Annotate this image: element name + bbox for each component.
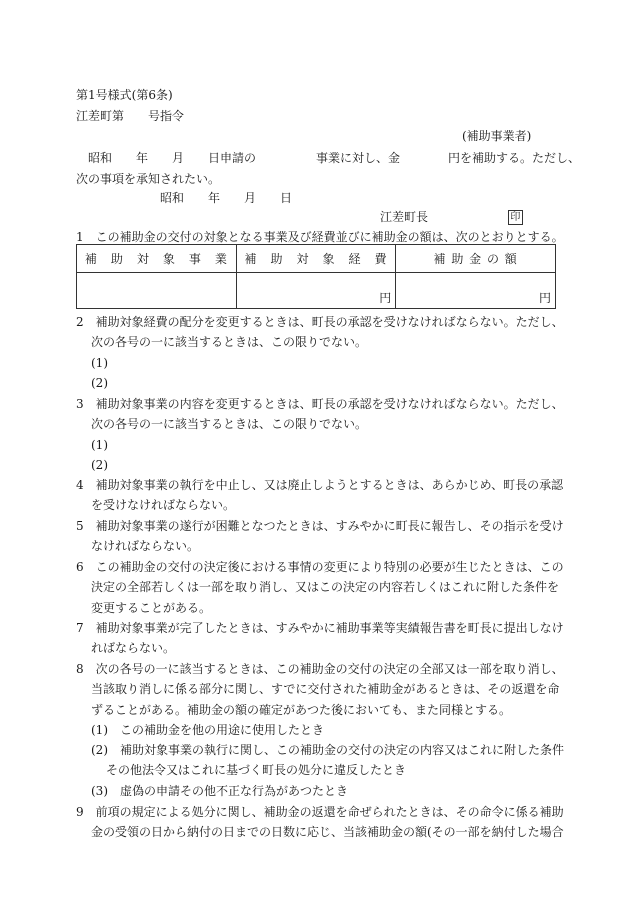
clause-line: 8 次の各号の一に該当するときは、この補助金の交付の決定の全部又は一部を取り消し、 <box>76 662 564 676</box>
clause-line: 次の各号の一に該当するときは、この限りでない。 <box>91 417 368 431</box>
clause-line: 6 この補助金の交付の決定後における事情の変更により特別の必要が生じたときは、この <box>76 560 564 574</box>
decision-line: 昭和 年 月 日申請の 事業に対し、金 円を補助する。ただし、 <box>88 151 581 165</box>
clause-subitem: (2) <box>91 458 108 472</box>
seal-box: 印 <box>508 210 523 225</box>
clause-subitem: (2) 補助対象事業の執行に関し、この補助金の交付の決定の内容又はこれに附した条件 <box>91 743 565 757</box>
clause-subitem: その他法令又はこれに基づく町長の処分に違反したとき <box>106 763 407 777</box>
clause-line: 7 補助対象事業が完了したときは、すみやかに補助事業等実績報告書を町長に提出しなけ <box>76 621 564 635</box>
document-number: 江差町第 号指令 <box>76 109 185 123</box>
clause-line: なければならない。 <box>91 539 200 553</box>
table-cell <box>77 273 237 309</box>
subsidy-table <box>76 244 556 309</box>
mayor-signature <box>380 209 523 225</box>
clause-line: ずることがある。補助金の額の確定があつた後においても、また同様とする。 <box>91 703 512 717</box>
table-header-cell: 補 助 対 象 事 業 <box>77 245 237 273</box>
clause-line: 4 補助対象事業の執行を中止し、又は廃止しようとするときは、あらかじめ、町長の承認 <box>76 478 564 492</box>
table-header-row <box>77 245 556 273</box>
clause-subitem: (3) 虚偽の申請その他不正な行為があつたとき <box>91 784 348 798</box>
clause-line: 9 前項の規定による処分に関し、補助金の返還を命ぜられたときは、その命令に係る補助 <box>76 805 564 819</box>
decision-date: 昭和 年 月 日 <box>160 191 293 205</box>
clause-line: ればならない。 <box>91 641 176 655</box>
clause-line: 次の各号の一に該当するときは、この限りでない。 <box>91 335 368 349</box>
clause-line: 当該取り消しに係る部分に関し、すでに交付された補助金があるときは、その返還を命 <box>91 682 560 696</box>
clause-line: 5 補助対象事業の遂行が困難となつたときは、すみやかに町長に報告し、その指示を受け <box>76 519 564 533</box>
table-cell: 円 <box>396 273 556 309</box>
clause-line: を受けなければならない。 <box>91 498 236 512</box>
clause-subitem: (2) <box>91 376 108 390</box>
clause-line: 変更することがある。 <box>91 601 212 615</box>
mayor-title: 江差町長 <box>380 210 429 224</box>
clause-line: 決定の全部若しくは一部を取り消し、又はこの決定の内容若しくはこれに附した条件を <box>91 580 560 594</box>
table-header-cell: 補 助 対 象 経 費 <box>236 245 396 273</box>
clause-line: 2 補助対象経費の配分を変更するときは、町長の承認を受けなければならない。ただし、 <box>76 315 564 329</box>
clause-subitem: (1) <box>91 438 108 452</box>
table-cell: 円 <box>236 273 396 309</box>
clause-1: 1 この補助金の交付の対象となる事業及び経費並びに補助金の額は、次のとおりとする。 <box>76 230 564 244</box>
table-header-cell: 補 助 金 の 額 <box>396 245 556 273</box>
clause-subitem: (1) <box>91 356 108 370</box>
grantee-label: (補助事業者) <box>462 129 532 143</box>
clause-line: 3 補助対象事業の内容を変更するときは、町長の承認を受けなければならない。ただし、 <box>76 397 564 411</box>
table-row <box>77 273 556 309</box>
decision-line: 次の事項を承知されたい。 <box>76 172 221 186</box>
clause-line: 金の受領の日から納付の日までの日数に応じ、当該補助金の額(その一部を納付した場合 <box>91 825 564 839</box>
form-number: 第1号様式(第6条) <box>76 88 173 102</box>
clause-subitem: (1) この補助金を他の用途に使用したとき <box>91 723 324 737</box>
